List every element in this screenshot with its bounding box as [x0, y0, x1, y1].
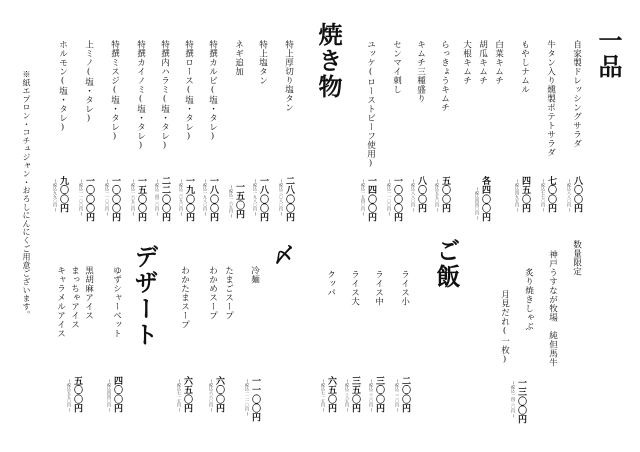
menu-item-tax: (税込一一〇〇円) [105, 178, 110, 216]
menu-item-price: 一八〇〇円 [258, 176, 268, 222]
menu-item-name: ライス小 [399, 270, 410, 306]
section-title-yakimono: 焼き物 [314, 22, 343, 100]
menu-item-tax: (税込四四〇円) [107, 378, 112, 412]
menu-item-name: 特撰カルビ(塩・タレ) [207, 40, 218, 142]
menu-item-price: 一一〇〇円 [250, 376, 260, 422]
menu-item-price: 一八〇〇円 [208, 176, 218, 222]
menu-item-tax: (税込一一〇〇円) [387, 178, 392, 216]
menu-item-tax: (税込一六五〇円) [131, 178, 136, 216]
menu-item-tax: (税込七一五円) [177, 378, 182, 412]
menu-item-tax: (税込一六五円) [229, 184, 234, 218]
menu-item-name: センマイ刺し [391, 40, 402, 94]
menu-item-tax: (税込二二〇円) [395, 378, 400, 412]
special-item-line2: 炙り焼きしゃぶ [523, 268, 534, 331]
menu-item-price: 五〇〇円 [440, 176, 450, 213]
menu-item-price: 八〇〇円 [572, 176, 582, 213]
menu-item-name: ユッケ(ローストビーフ使用) [365, 40, 376, 169]
menu-item-price: 一四〇〇円 [366, 176, 376, 222]
menu-item-price: 四五〇円 [520, 176, 530, 213]
menu-item-tax: (税込五五〇円) [435, 178, 440, 212]
menu-item-tax: (税込三三〇円) [369, 378, 374, 412]
menu-item-tax: (税込一二一〇円) [245, 378, 250, 416]
menu-item-tax: (税込七七〇円) [541, 178, 546, 212]
section-title-gohan: ご飯 [432, 238, 461, 290]
menu-item-tax: (税込一九八〇円) [203, 178, 208, 216]
menu-item-tax: (税込二四二〇円) [155, 178, 160, 216]
special-item-line3: 月見だれ(一枚) [499, 290, 510, 365]
menu-item-name: 特撰ロース(塩・タレ) [183, 40, 194, 142]
menu-item-tax: (税込一一〇〇円) [79, 178, 84, 216]
menu-item-name: 白菜キムチ [493, 40, 504, 85]
menu-item-tax: (税込二〇九〇円) [179, 178, 184, 216]
menu-item-name: 自家製ドレッシングサラダ [571, 40, 582, 148]
menu-item-name: 特撰ミスジ(塩・タレ) [109, 40, 120, 142]
menu-item-price: 八〇〇円 [416, 176, 426, 213]
menu-item-price: 四〇〇円 [112, 376, 122, 413]
special-limited-label: 数量限定 [571, 240, 582, 276]
menu-item-price: 六五〇円 [326, 376, 336, 413]
menu-item-name: キムチ三種盛り [415, 40, 426, 103]
menu-item-name: 上ミノ(塩・タレ) [83, 40, 94, 124]
menu-item-name: クッパ [325, 270, 336, 297]
menu-item-price: 六〇〇円 [214, 376, 224, 413]
menu-item-price: 一五〇〇円 [136, 176, 146, 222]
menu-item-tax: (税込八八〇円) [411, 178, 416, 212]
menu-item-price: 六五〇円 [182, 376, 192, 413]
section-title-ippin: 一品 [594, 28, 623, 80]
menu-item-price: 一五〇円 [234, 182, 244, 219]
menu-item-price: 九〇〇円 [58, 176, 68, 213]
menu-item-price: 二二〇〇円 [160, 176, 170, 222]
menu-item-price: 一〇〇〇円 [110, 176, 120, 222]
menu-item-price: 一〇〇〇円 [392, 176, 402, 222]
menu-item-tax: (税込六六〇円) [209, 378, 214, 412]
menu-item-price: 各四〇〇円 [480, 176, 490, 222]
menu-item-name: 牛タン入り燻製ポテトサラダ [545, 40, 556, 157]
yakimono-note: ※紙エプロン・コチュジャン・おろしにんにくご用意ございます。 [22, 70, 31, 319]
menu-item-tax: (税込八八〇円) [567, 178, 572, 212]
menu-item-tax: (税込三八五円) [345, 378, 350, 412]
menu-item-tax: (税込一五四〇円) [361, 178, 366, 216]
menu-item-name: 特撰内ハラミ(塩・タレ) [159, 40, 170, 151]
menu-item-price: 三五〇円 [350, 376, 360, 413]
special-item-price: 一三〇〇円 [516, 378, 526, 424]
menu-item-name: 冷麺 [249, 266, 260, 284]
menu-item-name: 特撰カイノミ(塩・タレ) [135, 40, 146, 151]
menu-item-name: もやしナムル [519, 40, 530, 94]
menu-item-price: 一九〇〇円 [184, 176, 194, 222]
special-item-line1: 神戸うすなが牧場 純但馬牛 [547, 250, 558, 367]
menu-item-tax: (税込三〇八〇円) [279, 178, 284, 216]
menu-item-name: 黒胡麻アイス [83, 266, 94, 320]
menu-item-name: まっちゃアイス [69, 266, 80, 329]
menu-item-name: わかめスープ [207, 266, 218, 320]
menu-item-name: 大根キムチ [461, 40, 472, 85]
menu-item-tax: (税込四九五円) [515, 178, 520, 212]
special-item-tax: (税込一四三〇円) [511, 380, 516, 418]
menu-item-tax: (税込四四〇円) [475, 186, 480, 220]
menu-item-name: たまごスープ [223, 266, 234, 320]
menu-item-price: 三〇〇円 [374, 376, 384, 413]
menu-item-tax: (税込五五〇円) [67, 378, 72, 412]
menu-item-tax: (税込九九〇円) [53, 178, 58, 212]
menu-item-price: 七〇〇円 [546, 176, 556, 213]
menu-item-name: ネギ追加 [233, 40, 244, 76]
menu-item-name: ライス中 [373, 270, 384, 306]
menu-item-tax: (税込一九八〇円) [253, 178, 258, 216]
menu-item-name: ライス大 [349, 270, 360, 306]
menu-item-name: 胡瓜キムチ [477, 40, 488, 85]
menu-item-name: 特上塩タン [257, 40, 268, 85]
menu-item-name: らっきょうキムチ [439, 40, 450, 112]
menu-item-name: 特上厚切り塩タン [283, 40, 294, 112]
section-title-dessert: デザート [130, 244, 159, 348]
menu-item-name: キャラメルアイス [55, 266, 66, 338]
section-title-shime: 〆 [271, 244, 296, 265]
menu-item-tax: (税込七一五円) [321, 378, 326, 412]
menu-item-name: わかたまスープ [179, 266, 190, 329]
menu-item-price: 二八〇〇円 [284, 176, 294, 222]
menu-item-name: ゆずシャーベット [111, 266, 122, 338]
menu-item-name: ホルモン(塩・タレ) [57, 40, 68, 133]
menu-item-price: 五〇〇円 [72, 376, 82, 413]
menu-item-price: 二〇〇円 [400, 376, 410, 413]
menu-item-price: 一〇〇〇円 [84, 176, 94, 222]
